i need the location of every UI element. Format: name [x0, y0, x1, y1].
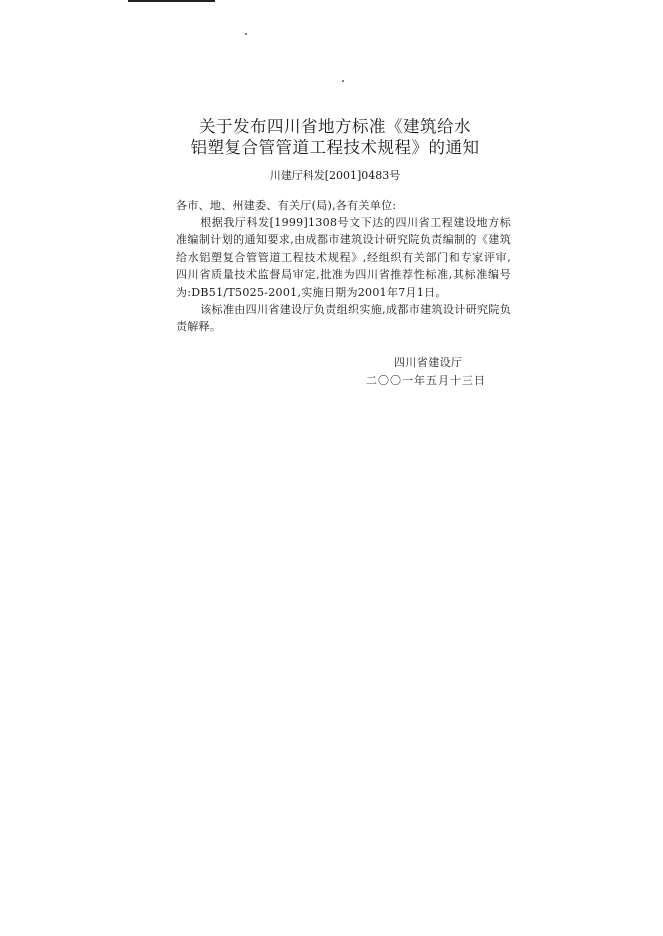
scan-speck — [245, 33, 247, 35]
signature-organization: 四川省建设厅 — [394, 356, 463, 369]
body-paragraph-2: 该标准由四川省建设厅负责组织实施,成都市建筑设计研究院负责解释。 — [176, 303, 511, 334]
scan-speck — [342, 80, 344, 82]
salutation: 各市、地、州建委、有关厅(局),各有关单位: — [176, 199, 397, 212]
signature-date: 二〇〇一年五月十三日 — [366, 374, 486, 387]
scan-edge-mark — [128, 0, 215, 2]
document-number: 川建厅科发[2001]0483号 — [269, 169, 401, 182]
notice-title-line-2: 铝塑复合管管道工程技术规程》的通知 — [190, 138, 480, 157]
body-paragraph-1: 根据我厅科发[1999]1308号文下达的四川省工程建设地方标准编制计划的通知要求,由成都市建筑设计研究院负责编制的《建筑给水铝塑复合管管道工程技术规程》,经组织有关部门和专家评审,四川省质量技术监督局审定,批准为四川省推荐性标准,其标准编号为:DB51/T5025-2001,实施日期为2001年7月1日。 — [176, 216, 511, 299]
notice-title-line-1: 关于发布四川省地方标准《建筑给水 — [199, 117, 471, 136]
